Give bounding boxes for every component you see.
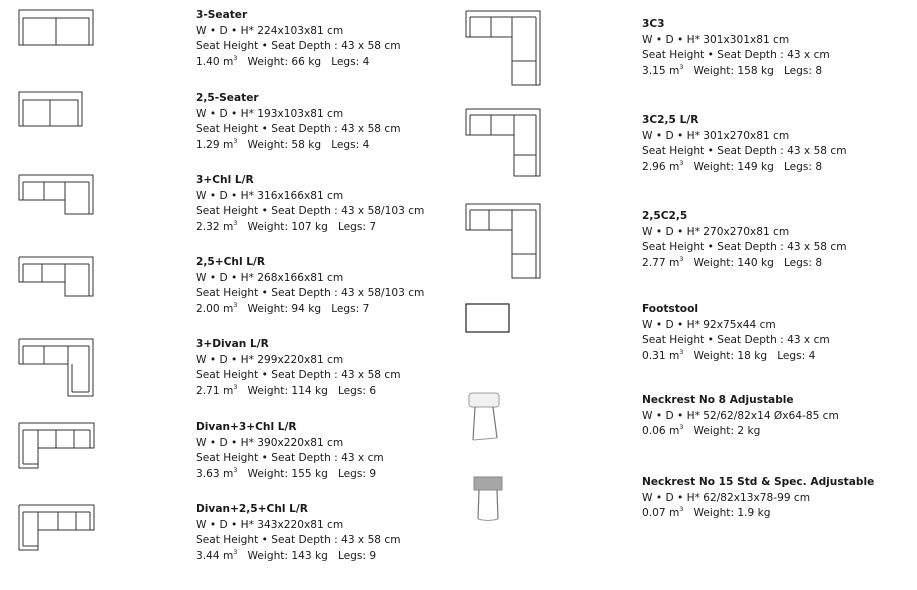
product-dimensions: W • D • H* 62/82x13x78-99 cm bbox=[642, 491, 811, 504]
product-weight: Weight: 114 kg bbox=[247, 384, 328, 397]
product-legs: Legs: 4 bbox=[777, 349, 816, 362]
product-name: 3C2,5 L/R bbox=[642, 114, 699, 126]
product-dimensions: W • D • H* 301x270x81 cm bbox=[642, 129, 790, 142]
product-name: 3+Divan L/R bbox=[196, 338, 269, 350]
corner-sofa-2-5c2-5-icon bbox=[465, 203, 541, 279]
product-dimensions: W • D • H* 316x166x81 cm bbox=[196, 189, 344, 202]
product-2-5c2-5 bbox=[642, 209, 847, 271]
footstool-icon bbox=[465, 303, 511, 334]
product-seat: Seat Height • Seat Depth : 43 x 58 cm bbox=[642, 241, 847, 254]
product-seat: Seat Height • Seat Depth : 43 x 58/103 cm bbox=[196, 205, 425, 218]
product-seat: Seat Height • Seat Depth : 43 x 58 cm bbox=[196, 40, 401, 53]
product-dimensions: W • D • H* 270x270x81 cm bbox=[642, 225, 790, 238]
product-divan-3-chaise bbox=[196, 420, 384, 482]
sofa-3-seater-icon bbox=[18, 9, 94, 47]
volume-sup: 3 bbox=[233, 547, 238, 556]
volume-sup: 3 bbox=[679, 254, 684, 263]
product-seat: Seat Height • Seat Depth : 43 x 58 cm bbox=[196, 123, 401, 136]
product-seat: Seat Height • Seat Depth : 43 x 58 cm bbox=[642, 145, 847, 158]
sofa-2-5-seater-icon bbox=[18, 91, 84, 128]
product-volume: 2.32 m bbox=[196, 220, 234, 233]
product-legs: Legs: 7 bbox=[331, 302, 370, 315]
product-seat: Seat Height • Seat Depth : 43 x cm bbox=[196, 452, 384, 465]
product-dimensions: W • D • H* 92x75x44 cm bbox=[642, 318, 776, 331]
product-weight: Weight: 143 kg bbox=[247, 549, 328, 562]
product-legs: Legs: 8 bbox=[783, 160, 823, 173]
product-legs: Legs: 8 bbox=[783, 256, 823, 269]
product-weight: Weight: 66 kg bbox=[247, 55, 322, 68]
product-neckrest-15 bbox=[642, 475, 874, 522]
product-name: 2,5-Seater bbox=[196, 92, 259, 104]
product-volume: 1.40 m bbox=[196, 55, 234, 68]
neckrest-15-icon bbox=[473, 476, 505, 522]
product-seat: Seat Height • Seat Depth : 43 x cm bbox=[642, 49, 830, 62]
sofa-3-divan-icon bbox=[18, 338, 94, 398]
product-3-seater bbox=[196, 8, 401, 70]
product-volume: 1.29 m bbox=[196, 138, 234, 151]
product-weight: Weight: 58 kg bbox=[247, 138, 322, 151]
product-seat: Seat Height • Seat Depth : 43 x cm bbox=[642, 334, 830, 347]
product-2-5-chaise bbox=[196, 255, 424, 317]
product-seat: Seat Height • Seat Depth : 43 x 58 cm bbox=[196, 534, 401, 547]
product-neckrest-8 bbox=[642, 393, 839, 440]
product-volume: 3.15 m bbox=[642, 64, 680, 77]
product-name: Neckrest No 8 Adjustable bbox=[642, 394, 794, 406]
product-2-5-seater bbox=[196, 91, 401, 153]
product-3-divan bbox=[196, 337, 401, 399]
product-dimensions: W • D • H* 224x103x81 cm bbox=[196, 24, 344, 37]
sofa-2-5-chaise-icon bbox=[18, 256, 94, 298]
volume-sup: 3 bbox=[679, 423, 684, 432]
product-weight: Weight: 140 kg bbox=[693, 256, 774, 269]
product-dimensions: W • D • H* 301x301x81 cm bbox=[642, 33, 790, 46]
product-dimensions: W • D • H* 390x220x81 cm bbox=[196, 436, 344, 449]
product-legs: Legs: 4 bbox=[331, 138, 370, 151]
product-name: Divan+2,5+Chl L/R bbox=[196, 503, 308, 515]
product-name: 3C3 bbox=[642, 18, 665, 30]
product-volume: 2.77 m bbox=[642, 256, 680, 269]
product-volume: 2.71 m bbox=[196, 384, 234, 397]
product-volume: 3.63 m bbox=[196, 467, 234, 480]
product-divan-2-5-chaise bbox=[196, 502, 401, 564]
product-volume: 2.00 m bbox=[196, 302, 234, 315]
product-legs: Legs: 9 bbox=[337, 467, 377, 480]
product-weight: Weight: 2 kg bbox=[693, 425, 761, 438]
product-name: 3+Chl L/R bbox=[196, 174, 254, 186]
volume-sup: 3 bbox=[233, 465, 238, 474]
sofa-divan-3-chaise-icon bbox=[18, 422, 96, 470]
product-name: 2,5+Chl L/R bbox=[196, 256, 266, 268]
product-name: 2,5C2,5 bbox=[642, 210, 688, 222]
volume-sup: 3 bbox=[233, 53, 238, 62]
product-dimensions: W • D • H* 299x220x81 cm bbox=[196, 353, 344, 366]
product-name: Neckrest No 15 Std & Spec. Adjustable bbox=[642, 476, 875, 488]
product-name: Footstool bbox=[642, 303, 698, 315]
volume-sup: 3 bbox=[233, 300, 238, 309]
product-weight: Weight: 94 kg bbox=[247, 302, 322, 315]
neckrest-8-icon bbox=[468, 392, 502, 444]
product-volume: 0.31 m bbox=[642, 349, 680, 362]
product-weight: Weight: 158 kg bbox=[693, 64, 774, 77]
product-dimensions: W • D • H* 52/62/82x14 Øx64-85 cm bbox=[642, 409, 839, 422]
volume-sup: 3 bbox=[233, 136, 238, 145]
volume-sup: 3 bbox=[233, 218, 238, 227]
product-dimensions: W • D • H* 343x220x81 cm bbox=[196, 518, 344, 531]
product-3c3 bbox=[642, 17, 830, 79]
volume-sup: 3 bbox=[679, 347, 684, 356]
product-name: Divan+3+Chl L/R bbox=[196, 421, 297, 433]
product-legs: Legs: 7 bbox=[337, 220, 377, 233]
corner-sofa-3c3-icon bbox=[465, 10, 541, 86]
volume-sup: 3 bbox=[679, 505, 684, 514]
volume-sup: 3 bbox=[233, 382, 238, 391]
product-volume: 3.44 m bbox=[196, 549, 234, 562]
product-volume: 2.96 m bbox=[642, 160, 680, 173]
product-dimensions: W • D • H* 193x103x81 cm bbox=[196, 107, 344, 120]
product-seat: Seat Height • Seat Depth : 43 x 58 cm bbox=[196, 369, 401, 382]
sofa-3-chaise-icon bbox=[18, 174, 94, 216]
product-weight: Weight: 149 kg bbox=[693, 160, 774, 173]
sofa-divan-2-5-chaise-icon bbox=[18, 504, 96, 552]
product-volume: 0.07 m bbox=[642, 507, 680, 520]
product-footstool bbox=[642, 302, 830, 364]
product-dimensions: W • D • H* 268x166x81 cm bbox=[196, 271, 344, 284]
product-weight: Weight: 1.9 kg bbox=[693, 507, 771, 520]
product-name: 3-Seater bbox=[196, 9, 248, 21]
product-3c2-5 bbox=[642, 113, 847, 175]
product-seat: Seat Height • Seat Depth : 43 x 58/103 cm bbox=[196, 287, 425, 300]
product-legs: Legs: 6 bbox=[337, 384, 377, 397]
product-volume: 0.06 m bbox=[642, 425, 680, 438]
volume-sup: 3 bbox=[679, 62, 684, 71]
corner-sofa-3c2-5-icon bbox=[465, 108, 541, 178]
product-weight: Weight: 18 kg bbox=[693, 349, 768, 362]
product-weight: Weight: 107 kg bbox=[247, 220, 328, 233]
volume-sup: 3 bbox=[679, 158, 684, 167]
product-3-chaise bbox=[196, 173, 424, 235]
product-legs: Legs: 8 bbox=[783, 64, 823, 77]
product-weight: Weight: 155 kg bbox=[247, 467, 328, 480]
product-legs: Legs: 9 bbox=[337, 549, 377, 562]
product-legs: Legs: 4 bbox=[331, 55, 370, 68]
